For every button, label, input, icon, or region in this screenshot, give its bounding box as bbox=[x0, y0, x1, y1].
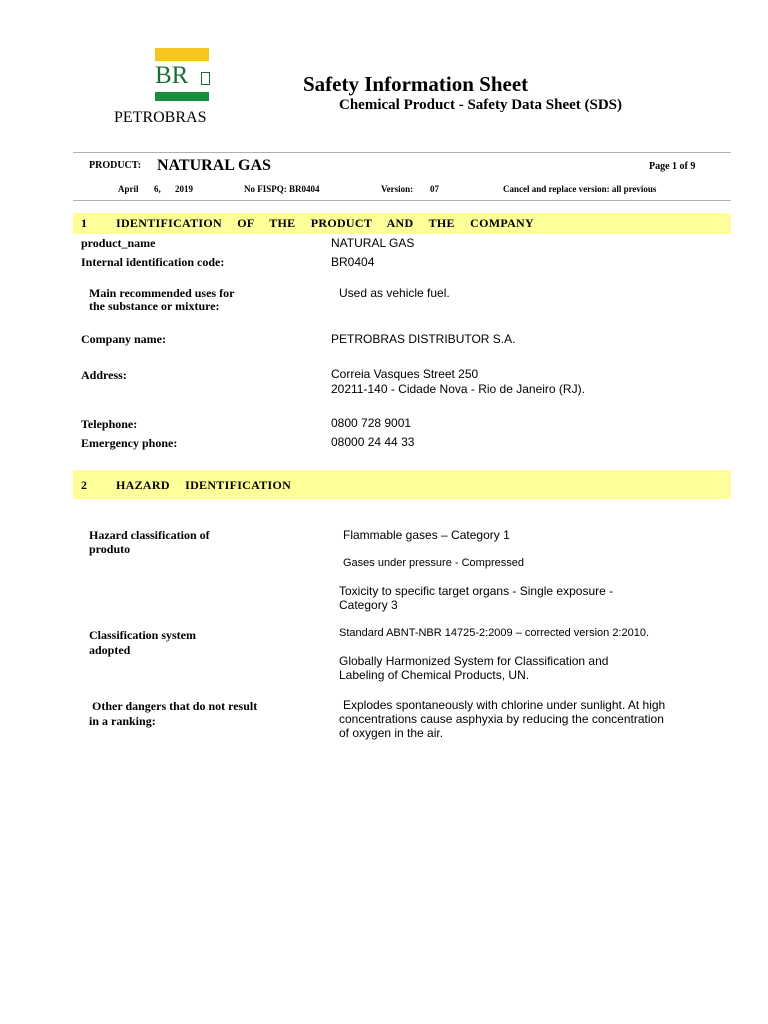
uses-value: Used as vehicle fuel. bbox=[339, 286, 450, 300]
telephone-label: Telephone: bbox=[81, 417, 138, 431]
section1-number: 1 bbox=[81, 216, 87, 230]
logo-green-bar bbox=[155, 92, 209, 101]
other-dangers-line3: of oxygen in the air. bbox=[339, 726, 444, 740]
date-year: 2019 bbox=[175, 184, 193, 194]
product-label: PRODUCT: bbox=[89, 160, 142, 171]
header-rule-top bbox=[73, 152, 731, 153]
product-name-label: product_name bbox=[81, 236, 156, 250]
date-day: 6, bbox=[154, 184, 161, 194]
company-value: PETROBRAS DISTRIBUTOR S.A. bbox=[331, 332, 516, 346]
uses-label-line2: the substance or mixture: bbox=[89, 299, 220, 313]
emergency-value: 08000 24 44 33 bbox=[331, 435, 415, 449]
logo-yellow-bar bbox=[155, 48, 209, 61]
header-rule-bottom bbox=[73, 200, 731, 201]
logo-mark bbox=[201, 72, 210, 85]
other-dangers-line1: Explodes spontaneously with chlorine under sunlight. At high bbox=[343, 698, 666, 712]
other-dangers-label-line1: Other dangers that do not result bbox=[92, 699, 258, 713]
system-ghs-line1: Globally Harmonized System for Classification and bbox=[339, 654, 609, 668]
page-title: Safety Information Sheet bbox=[303, 72, 529, 96]
hazard-pressure: Gases under pressure - Compressed bbox=[343, 557, 524, 569]
telephone-value: 0800 728 9001 bbox=[331, 416, 412, 430]
internal-code-value: BR0404 bbox=[331, 255, 375, 269]
hazard-flammable: Flammable gases – Category 1 bbox=[343, 528, 510, 542]
page-number: Page 1 of 9 bbox=[649, 161, 696, 172]
company-label: Company name: bbox=[81, 332, 167, 346]
other-dangers-label-line2: in a ranking: bbox=[89, 714, 156, 728]
classification-system-label-line2: adopted bbox=[89, 643, 131, 657]
cancel-note: Cancel and replace version: all previous bbox=[503, 184, 657, 194]
version-label: Version: bbox=[381, 184, 414, 194]
hazard-toxicity-line2: Category 3 bbox=[339, 598, 398, 612]
hazard-toxicity-line1: Toxicity to specific target organs - Single exposure - bbox=[339, 584, 614, 598]
logo-company-name: PETROBRAS bbox=[114, 109, 207, 126]
version-value: 07 bbox=[430, 184, 439, 194]
uses-label-line1: Main recommended uses for bbox=[89, 286, 235, 300]
section2-number: 2 bbox=[81, 478, 87, 492]
date-month: April bbox=[118, 184, 139, 194]
internal-code-label: Internal identification code: bbox=[81, 255, 225, 269]
petrobras-logo bbox=[155, 48, 209, 101]
system-ghs-line2: Labeling of Chemical Products, UN. bbox=[339, 668, 530, 682]
product-name: NATURAL GAS bbox=[157, 157, 271, 174]
fispq-number: No FISPQ: BR0404 bbox=[244, 184, 320, 194]
logo-br-text: BR bbox=[155, 62, 189, 89]
product-name-value: NATURAL GAS bbox=[331, 236, 415, 250]
address-line1: Correia Vasques Street 250 bbox=[331, 367, 479, 381]
other-dangers-line2: concentrations cause asphyxia by reducing the concentration bbox=[339, 712, 664, 726]
page-subtitle: Chemical Product - Safety Data Sheet (SDS) bbox=[339, 97, 623, 113]
section1-title: IDENTIFICATION OF THE PRODUCT AND THE COMPANY bbox=[116, 216, 534, 230]
address-label: Address: bbox=[81, 368, 127, 382]
hazard-class-label-line2: produto bbox=[89, 542, 131, 556]
classification-system-label-line1: Classification system bbox=[89, 628, 196, 642]
address-line2: 20211-140 - Cidade Nova - Rio de Janeiro (RJ). bbox=[331, 382, 585, 396]
hazard-class-label-line1: Hazard classification of bbox=[89, 528, 210, 542]
section2-title: HAZARD IDENTIFICATION bbox=[116, 478, 292, 492]
emergency-label: Emergency phone: bbox=[81, 436, 178, 450]
system-abnt: Standard ABNT-NBR 14725-2:2009 – corrected version 2:2010. bbox=[339, 627, 650, 639]
